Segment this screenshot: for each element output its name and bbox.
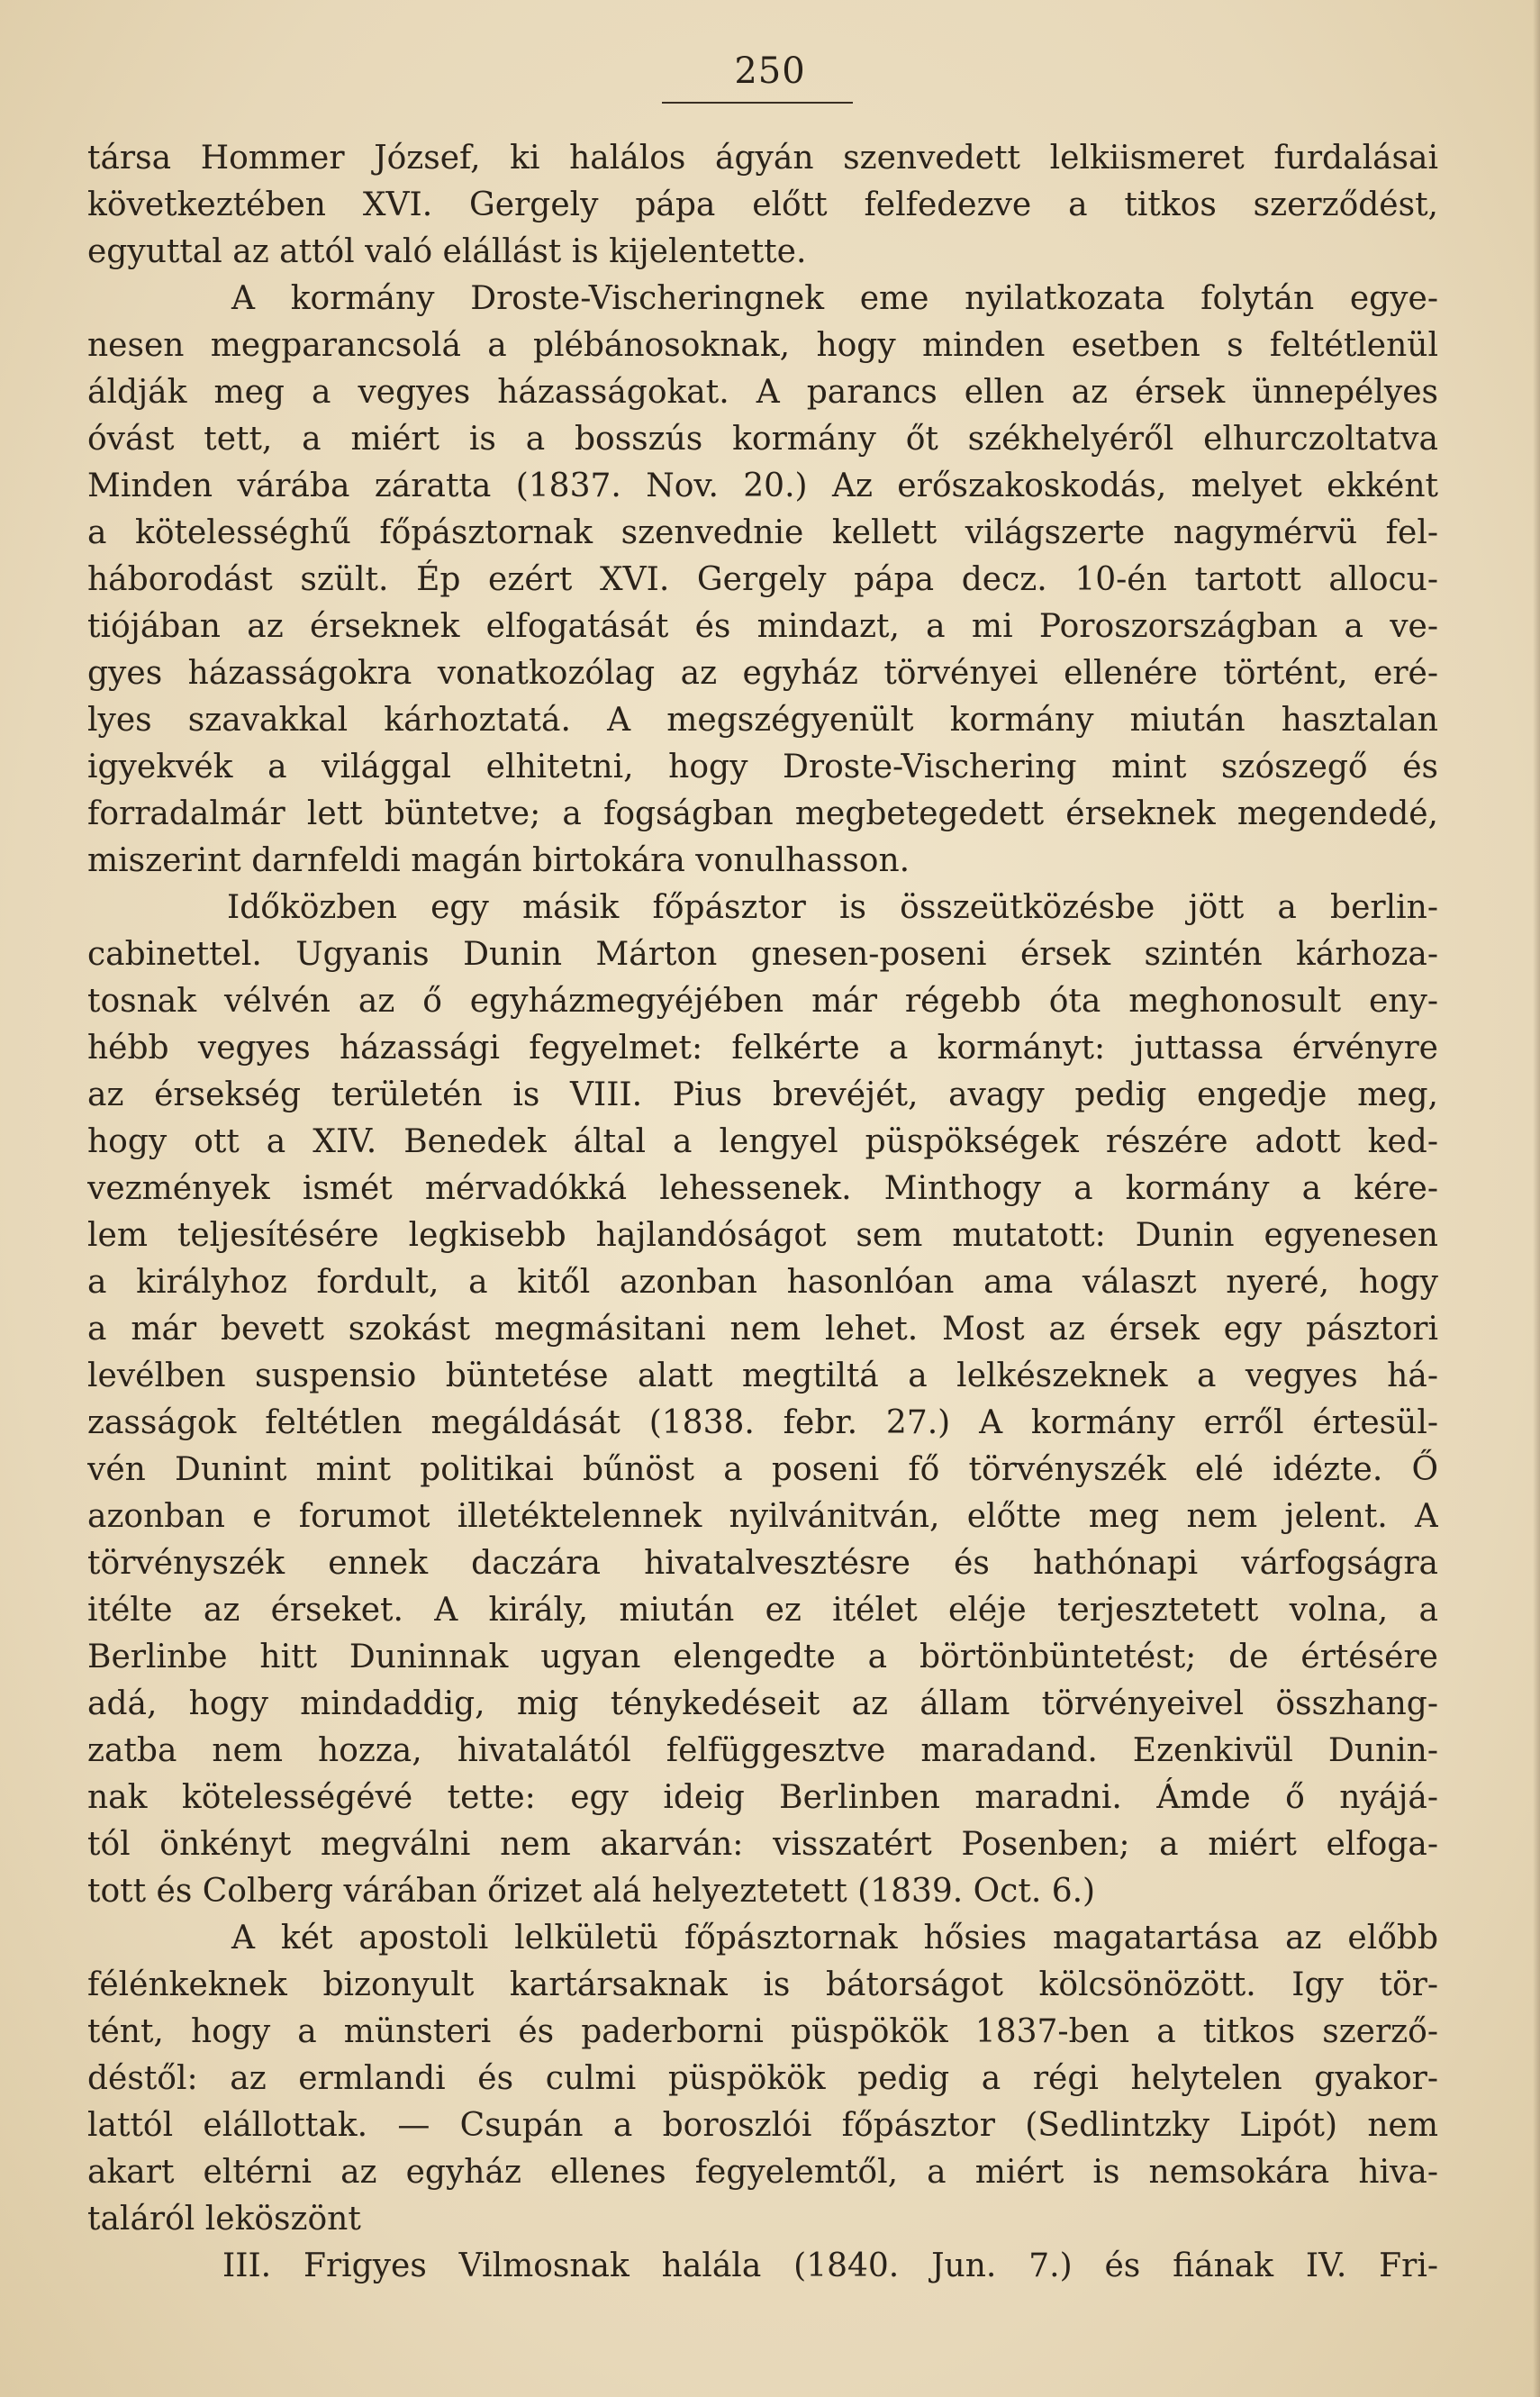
text-line: hogy ott a XIV. Benedek által a lengyel püspökségek részére adott ked- <box>87 1123 1438 1160</box>
text-line: vezmények ismét mérvadókká lehessenek. Minthogy a kormány a kére- <box>87 1170 1438 1207</box>
text-line: tiójában az érseknek elfogatását és mindazt, a mi Poroszországban a ve- <box>87 608 1438 645</box>
text-line: egyuttal az attól való elállást is kijelentette. <box>87 233 807 270</box>
text-line: zasságok feltétlen megáldását (1838. febr. 27.) A kormány erről értesül- <box>87 1404 1438 1441</box>
text-line: akart eltérni az egyház ellenes fegyelemtől, a miért is nemsokára hiva- <box>87 2154 1438 2191</box>
text-line: adá, hogy mindaddig, mig ténykedéseit az állam törvényeivel összhang- <box>87 1685 1438 1722</box>
text-line: forradalmár lett büntetve; a fogságban megbetegedett érseknek megendedé, <box>87 795 1438 832</box>
text-line: Időközben egy másik főpásztor is összeütközésbe jött a berlin- <box>227 889 1438 926</box>
text-line: tént, hogy a münsteri és paderborni püspökök 1837-ben a titkos szerző- <box>87 2013 1438 2050</box>
text-line: hébb vegyes házassági fegyelmet: felkérte a kormányt: juttassa érvényre <box>87 1030 1438 1067</box>
text-line: cabinettel. Ugyanis Dunin Márton gnesen-poseni érsek szintén kárhoza- <box>87 936 1438 973</box>
page-number: 250 <box>734 50 806 92</box>
text-line: A kormány Droste-Vischeringnek eme nyilatkozata folytán egye- <box>231 280 1438 317</box>
body-text <box>87 135 1438 2290</box>
header-rule <box>662 102 853 104</box>
text-line: társa Hommer József, ki halálos ágyán szenvedett lelkiismeret furdalásai <box>87 140 1438 177</box>
text-line: vén Dunint mint politikai bűnöst a poseni fő törvényszék elé idézte. Ő <box>87 1451 1438 1488</box>
text-line: III. Frigyes Vilmosnak halála (1840. Jun. 7.) és fiának IV. Fri- <box>222 2247 1438 2284</box>
text-line: déstől: az ermlandi és culmi püspökök pedig a régi helytelen gyakor- <box>87 2060 1438 2097</box>
text-line: lattól elállottak. — Csupán a boroszlói főpásztor (Sedlintzky Lipót) nem <box>87 2107 1438 2144</box>
text-line: lem teljesítésére legkisebb hajlandóságot sem mutatott: Dunin egyenesen <box>87 1217 1438 1254</box>
text-line: törvényszék ennek daczára hivatalvesztésre és hathónapi várfogságra <box>87 1545 1438 1582</box>
text-line: miszerint darnfeldi magán birtokára vonulhasson. <box>87 842 910 879</box>
text-line: tól önkényt megválni nem akarván: visszatért Posenben; a miért elfoga- <box>87 1826 1438 1863</box>
text-line: a már bevett szokást megmásitani nem lehet. Most az érsek egy pásztori <box>87 1311 1438 1348</box>
text-line: óvást tett, a miért is a bosszús kormány őt székhelyéről elhurczoltatva <box>87 421 1438 458</box>
text-line: nak kötelességévé tette: egy ideig Berlinben maradni. Ámde ő nyájá- <box>87 1779 1438 1816</box>
page-edge-shadow <box>1533 0 1540 2397</box>
text-line: nesen megparancsolá a plébánosoknak, hogy minden esetben s feltétlenül <box>87 327 1438 364</box>
text-line: következtében XVI. Gergely pápa előtt felfedezve a titkos szerződést, <box>87 186 1438 223</box>
text-line: tosnak vélvén az ő egyházmegyéjében már régebb óta meghonosult eny- <box>87 983 1438 1020</box>
text-line: taláról leköszönt <box>87 2201 361 2238</box>
text-line: gyes házasságokra vonatkozólag az egyház törvényei ellenére történt, eré- <box>87 655 1438 692</box>
text-line: háborodást szült. Ép ezért XVI. Gergely pápa decz. 10-én tartott allocu- <box>87 561 1438 598</box>
text-line: levélben suspensio büntetése alatt megtiltá a lelkészeknek a vegyes há- <box>87 1357 1438 1394</box>
text-line: itélte az érseket. A király, miután ez itélet eléje terjesztetett volna, a <box>87 1592 1438 1629</box>
text-line: azonban e forumot illetéktelennek nyilvánitván, előtte meg nem jelent. A <box>87 1498 1438 1535</box>
text-line: a kötelességhű főpásztornak szenvednie kellett világszerte nagymérvü fel- <box>87 514 1438 551</box>
text-line: Minden várába záratta (1837. Nov. 20.) Az erőszakoskodás, melyet ekként <box>87 468 1438 504</box>
text-line: az érsekség területén is VIII. Pius brevéjét, avagy pedig engedje meg, <box>87 1076 1438 1113</box>
text-line: félénkeknek bizonyult kartársaknak is bátorságot kölcsönözött. Igy tör- <box>87 1966 1438 2003</box>
text-line: lyes szavakkal kárhoztatá. A megszégyenült kormány miután hasztalan <box>87 702 1438 739</box>
text-line: a királyhoz fordult, a kitől azonban hasonlóan ama választ nyeré, hogy <box>87 1264 1438 1301</box>
text-line: zatba nem hozza, hivatalától felfüggesztve maradand. Ezenkivül Dunin- <box>87 1732 1438 1769</box>
text-line: igyekvék a világgal elhitetni, hogy Droste-Vischering mint szószegő és <box>87 749 1438 785</box>
text-line: áldják meg a vegyes házasságokat. A parancs ellen az érsek ünnepélyes <box>87 374 1438 411</box>
text-line: tott és Colberg várában őrizet alá helyeztetett (1839. Oct. 6.) <box>87 1873 1096 1910</box>
text-line: A két apostoli lelkületü főpásztornak hősies magatartása az előbb <box>231 1920 1438 1957</box>
text-line: Berlinbe hitt Duninnak ugyan elengedte a börtönbüntetést; de értésére <box>87 1639 1438 1675</box>
